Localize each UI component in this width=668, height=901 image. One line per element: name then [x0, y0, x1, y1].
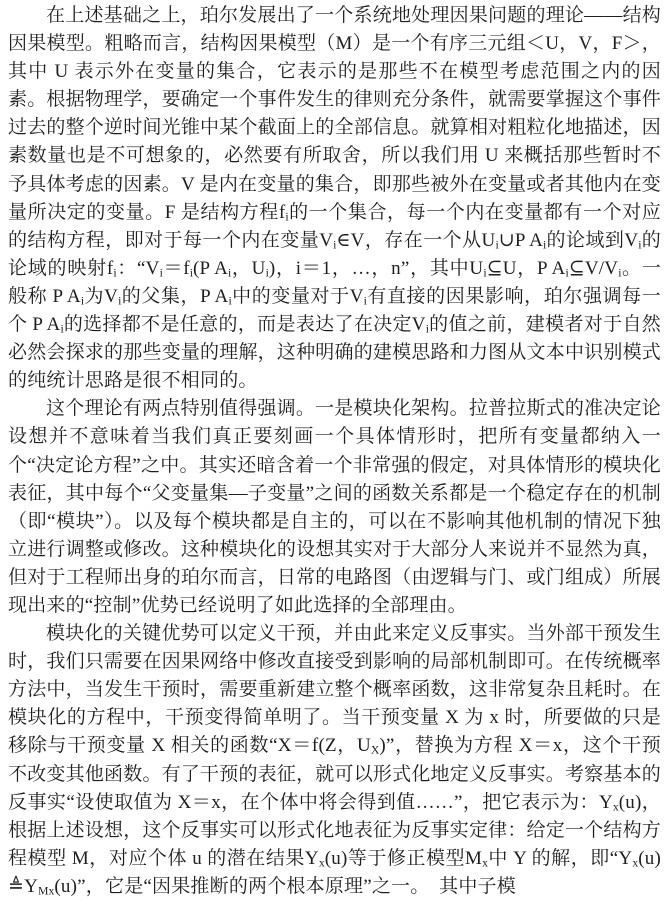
paragraph-intervention-counterfactual: 模块化的关键优势可以定义干预，并由此来定义反事实。当外部干预发生时，我们只需要在因果网络中修改直接受到影响的局部机制即可。在传统概率方法中，当发生干预时，需要重新建立整个概率函数，这非常复杂且耗时。在模块化的方程中，干预变得简单明了。当干预变量 X 为 x 时，所要做的只是移除与干预变量 X 相关的函数“X＝f(Z，$U_X$)”，替换为方程 X＝x，这个干预不改变其他函数。有了干预的表征，就可以形式化地定义反事实。考察基本的反事实“设使取值为 X＝x，在个体中将会得到值……”，把它表示为：$Y_x(u)$，根据上述设想，这个反事实可以形式化地表征为反事实定律：给定一个结构方程模型 M，对应个体 u 的潜在结果$Y_x(u)$等于修正模型$M_x$中 Y 的解，即“$Y_x(u)≜Y_{Mx}(u)$”，它是“因果推断的两个根本原理”之一。 其中子模 — [8, 623, 661, 898]
paragraph-modularity: 这个理论有两点特别值得强调。一是模块化架构。拉普拉斯式的准决定论设想并不意味着当我们真正要刻画一个具体情形时，把所有变量都纳入一个“决定论方程”之中。其实还暗含着一个非常强的假定，对具体情形的模块化表征，其中每个“父变量集—子变量”之间的函数关系都是一个稳定存在的机制（即“模块”）。以及每个模块都是自主的，可以在不影响其他机制的情况下独立进行调整或修改。这种模块化的设想其实对于大部分人来说并不显然为真，但对于工程师出身的珀尔而言，日常的电路图（由逻辑与门、或门组成）所展现出来的“控制”优势已经说明了如此选择的全部理由。 — [8, 398, 661, 616]
paragraph-scm-definition: 在上述基础之上，珀尔发展出了一个系统地处理因果问题的理论——结构因果模型。粗略而言，结构因果模型（M）是一个有序三元组＜U，V，F＞，其中 U 表示外在变量的集合，它表示的是那些不在模型考虑范围之内的因素。根据物理学，要确定一个事件发生的律则充分条件，就需要掌握这个事件过去的整个逆时间光锥中某个截面上的全部信息。就算相对粗粒化地描述，因素数量也是不可想象的，必然要有所取舍，所以我们用 U 来概括那些暂时不予具体考虑的因素。V 是内在变量的集合，即那些被外在变量或者其他内在变量所决定的变量。F 是结构方程$f_i$的一个集合，每一个内在变量都有一个对应的结构方程，即对于每一个内在变量$V_i\in V$，存在一个从$U_i\cup P$ $A_i$的论域到$V_i$的论域的映射$f_i$：“$V_i=f_i(P$ $A_i$，$U_i$)，i＝1，…，n”，其中$U_i⊆U$，P $A_i⊆V/V_i$。一般称 P $A_i$为$V_i$的父集，P $A_i$中的变量对于$V_i$有直接的因果影响，珀尔强调每一个 P $A_i$的选择都不是任意的，而是表达了在决定$V_i$的值之前，建模者对于自然必然会探求的那些变量的理解，这种明确的建模思路和力图从文本中识别模式的纯统计思路是很不相同的。 — [8, 5, 662, 392]
